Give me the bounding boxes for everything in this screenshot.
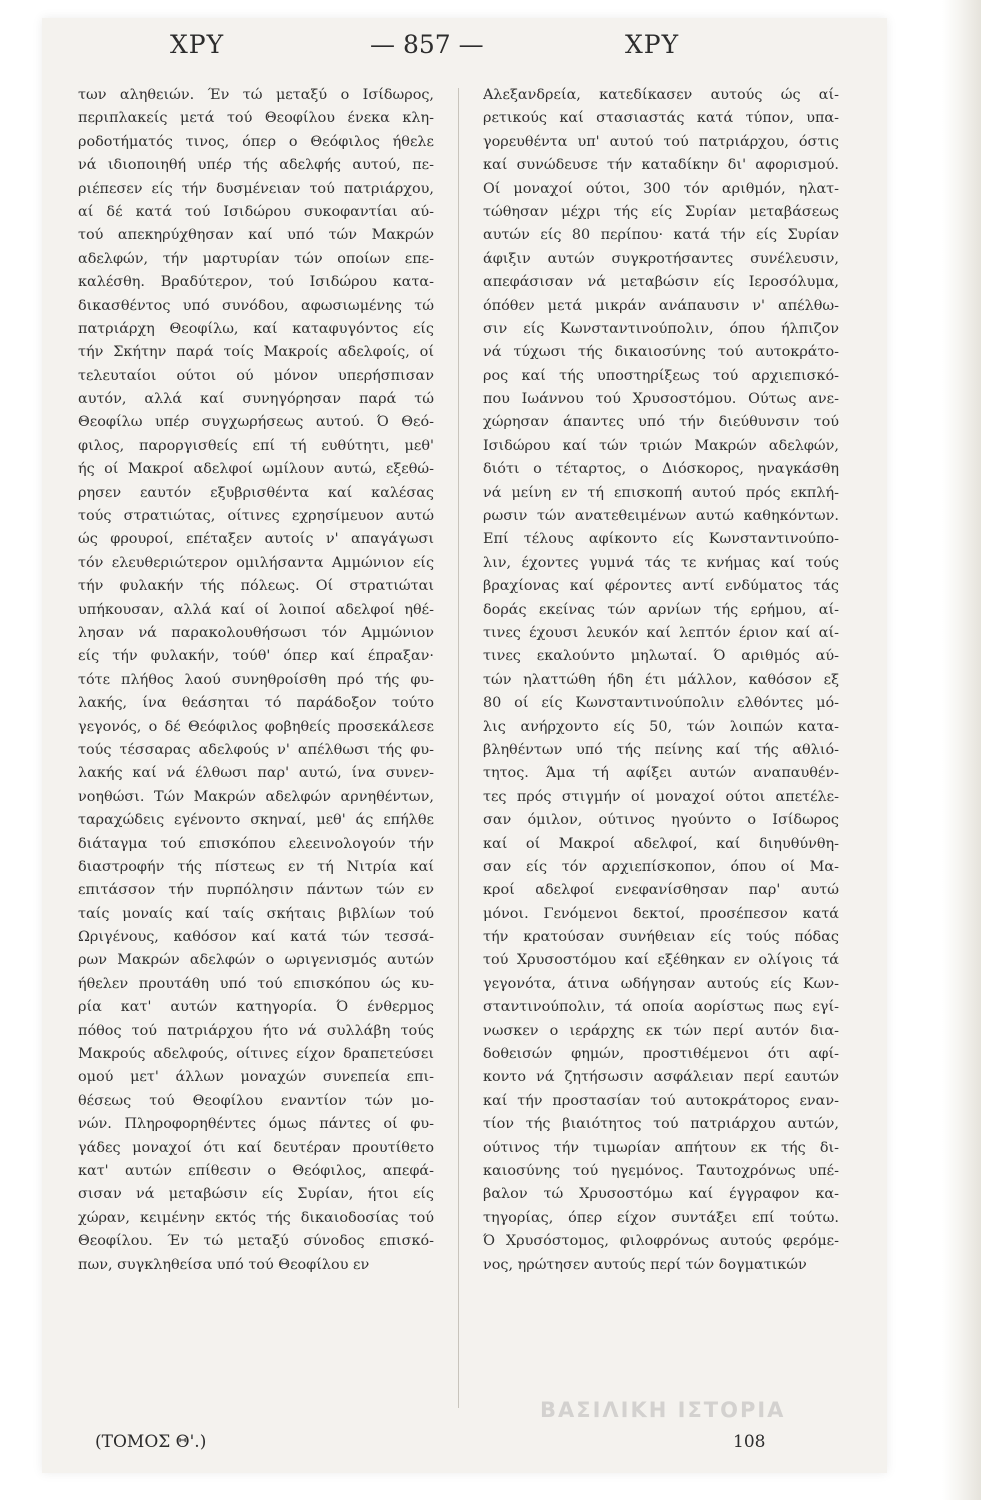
text-line: Θεοφίλω υπέρ συγχωρήσεως αυτού. Ό Θεό- [78,414,434,431]
text-line: τες πρός στιγμήν οί μοναχοί ούτοι απετέλε- [483,788,839,805]
text-line: θέσεως τού Θεοφίλου εναντίον τών μο- [78,1092,434,1109]
text-line: των αληθειών. Έν τώ μεταξύ ο Ισίδωρος, [78,87,434,103]
signature-number: 108 [733,1432,766,1452]
text-line: τινες εκαλούντο μηλωταί. Ό αριθμός αύ- [483,648,839,665]
text-line: καί οί Μακροί αδελφοί, καί διηυθύνθη- [483,835,839,852]
text-line: καιοσύνης τού ηγεμόνος. Ταυτοχρόνως υπέ- [483,1162,839,1179]
text-line: κοντο νά ζητήσωσιν ασφάλειαν περί εαυτών [483,1069,839,1086]
text-line: όπόθεν μετά μικράν ανάπαυσιν ν' απέλθω- [483,297,839,314]
text-line: ώς φρουροί, επέταξεν αυτοίς ν' απαγάγωσι [78,531,434,548]
text-line: δοθεισών φημών, προστιθέμενοι ότι αφί- [483,1046,839,1063]
text-line: μόνοι. Γενόμενοι δεκτοί, προσέπεσον κατά [483,905,839,922]
text-line: τήν κρατούσαν συνήθειαν είς τούς πόδας [483,929,839,946]
text-line: απεφάσισαν νά μεταβώσιν είς Ιεροσόλυμα, [483,274,839,291]
text-line: Αλεξανδρεία, κατεδίκασεν αυτούς ώς αί- [483,87,839,103]
text-line: Επί τέλους αφίκοντο είς Κωνσταντινούπο- [483,531,839,548]
text-line: καλέσθη. Βραδύτερον, τού Ισιδώρου κατα- [78,274,434,291]
text-line: ούτινος τήν τιμωρίαν απήτουν εκ τής δι- [483,1139,839,1156]
text-line: δοράς εκείνας τών αρνίων τής ερήμου, αί- [483,601,839,618]
text-line: χώρησαν άπαντες υπό τήν διεύθυνσιν τού [483,414,839,431]
text-line: κροί αδελφοί ενεφανίσθησαν παρ' αυτώ [483,882,839,899]
text-line: πόθος τού πατριάρχου ήτο νά συλλάβη τούς [78,1022,434,1039]
text-line: νά ιδιοποιηθή υπέρ τής αδελφής αυτού, πε- [78,157,434,174]
text-line: σιν είς Κωνσταντινούπολιν, όπου ήλπιζον [483,320,839,337]
text-line: σαν είς τόν αρχιεπίσκοπον, όπου οί Μα- [483,858,839,875]
text-line: είς τήν φυλακήν, τούθ' όπερ καί έπραξαν· [78,648,434,665]
text-line: πατριάρχη Θεοφίλω, καί καταφυγόντος είς [78,320,434,337]
text-line: γεγονός, ο δέ Θεόφιλος φοβηθείς προσεκάλεσε [78,718,434,735]
text-line: κατ' αυτών επίθεσιν ο Θεόφιλος, απεφά- [78,1162,434,1179]
text-line: Ισιδώρου καί τών τριών Μακρών αδελφών, [483,437,839,454]
text-line: αυτών είς 80 περίπου· κατά τήν είς Συρίαν [483,227,839,244]
text-line: νος, ηρώτησεν αυτούς περί τών δογματικών [483,1256,807,1273]
text-line: ρησεν εαυτόν εξυβρισθέντα καί καλέσας [78,484,434,501]
text-line: τού Χρυσοστόμου καί εξέθηκαν εν ολίγοις τά [483,952,839,969]
text-line: επιτάσσον τήν πυρπόλησιν πάντων τών εν [78,882,434,899]
text-line: ρωσιν τών ανατεθειμένων αυτώ καθηκόντων. [483,508,839,525]
text-line: σταντινούπολιν, τά οποία αορίστως πως εγί- [483,999,839,1016]
text-line: Ωριγένους, καθόσον καί κατά τών τεσσά- [78,929,434,946]
text-line: ρων Μακρών αδελφών ο ωριγενισμός αυτών [78,952,434,969]
text-line: ριέπεσεν είς τήν δυσμένειαν τού πατριάρχου, [78,180,434,197]
text-line: διαστροφήν τής πίστεως εν τή Νιτρία καί [78,858,434,875]
text-line: πων, συγκληθείσα υπό τού Θεοφίλου εν [78,1256,370,1273]
running-head-left: ΧΡΥ [170,30,225,59]
text-line: βαλον τώ Χρυσοστόμω καί έγγραφον κα- [483,1186,839,1203]
text-line: τού απεκηρύχθησαν καί υπό τών Μακρών [78,227,434,244]
text-line: διάταγμα τού επισκόπου ελεεινολογούν τήν [78,835,434,852]
watermark: ΒΑΣΙΛΙΚΗ ΙΣΤΟΡΙΑ [540,1398,786,1422]
text-line: τόν ελευθεριώτερον ομιλήσαντα Αμμώνιον είς [78,554,434,571]
text-line: λακής καί νά έλθωσι παρ' αυτώ, ίνα συνεν- [78,765,434,782]
text-line: τηγορίας, όπερ είχον συντάξει επί τούτω. [483,1209,839,1226]
text-line: σισαν νά μεταβώσιν είς Συρίαν, ήτοι είς [78,1186,434,1203]
text-line: τώθησαν μέχρι τής είς Συρίαν μεταβάσεως [483,203,839,220]
text-line: λις ανήρχοντο είς 50, τών λοιπών κατα- [483,718,839,735]
page-edge-shadow [942,0,981,1500]
text-line: τήν Σκήτην παρά τοίς Μακροίς αδελφοίς, οί [78,344,434,361]
text-line: Ό Χρυσόστομος, φιλοφρόνως αυτούς φερόμε- [483,1233,839,1250]
text-line: γάδες μοναχοί ότι καί δευτέραν προυτίθετο [78,1139,434,1156]
text-line: διότι ο τέταρτος, ο Διόσκορος, ηναγκάσθη [483,461,839,478]
running-head-right: ΧΡΥ [625,30,680,59]
text-line: ής οί Μακροί αδελφοί ωμίλουν αυτώ, εξεθώ- [78,461,434,478]
text-line: νά τύχωσι τής δικαιοσύνης τού αυτοκράτο- [483,344,839,361]
text-line: γορευθέντα υπ' αυτού τού πατριάρχου, όστις [483,133,839,150]
text-line: ταίς μοναίς καί ταίς σκήταις βιβλίων τού [78,905,434,922]
text-line: σαν όμιλον, ούτινος ηγούντο ο Ισίδωρος [483,812,839,829]
text-line: ταραχώδεις εγένοντο σκηναί, μεθ' άς επήλθε [78,812,434,829]
text-line: λιν, έχοντες γυμνά τάς τε κνήμας καί τούς [483,554,839,571]
column-divider [458,88,459,1408]
text-line: τητος. Άμα τή αφίξει αυτών αναπαυθέν- [483,765,839,782]
text-line: Θεοφίλου. Έν τώ μεταξύ σύνοδος επισκό- [78,1233,434,1250]
text-line: τινες έχουσι λευκόν καί λεπτόν έριον καί αί- [483,624,839,641]
text-line: νών. Πληροφορηθέντες όμως πάντες οί φυ- [78,1116,434,1133]
text-line: τότε πλήθος λαού συνηθροίσθη πρό τής φυ- [78,671,434,688]
text-line: αί δέ κατά τού Ισιδώρου συκοφαντίαι αύ- [78,203,434,220]
running-head [170,30,970,70]
right-text-column [483,84,839,1419]
text-line: υπήκουσαν, αλλά καί οί λοιποί αδελφοί ηθέ- [78,601,434,618]
text-line: τελευταίοι ούτοι ού μόνον υπερήσπισαν [78,367,434,384]
text-line: Μακρούς αδελφούς, οίτινες είχον δραπετεύσει [78,1046,434,1063]
text-line: φιλος, παροργισθείς επί τή ευθύτητι, μεθ' [78,437,434,454]
text-line: λακής, ίνα θεάσηται τό παράδοξον τούτο [78,695,434,712]
text-line: καί συνώδευσε τήν καταδίκην δι' αφορισμού. [483,157,839,174]
text-line: τών ηλαττώθη ήδη έτι μάλλον, καθόσον εξ [483,671,839,688]
left-text-column [78,84,434,1419]
volume-label: (ΤΟΜΟΣ Θ'.) [95,1432,207,1452]
text-line: ρος καί τής υποστηρίξεως τού αρχιεπισκό- [483,367,839,384]
text-line: καί τήν προστασίαν τού αυτοκράτορος εναν- [483,1092,839,1109]
text-line: τίον τής βιαιότητος τού πατριάρχου αυτών, [483,1116,839,1133]
text-line: ομού μετ' άλλων μοναχών συνεπεία επι- [78,1069,434,1086]
page-number-header: — 857 — [370,30,484,59]
text-line: Οί μοναχοί ούτοι, 300 τόν αριθμόν, ηλατ- [483,180,839,197]
text-line: τούς στρατιώτας, οίτινες εχρησίμευον αυτώ [78,508,434,525]
text-line: που Ιωάννου τού Χρυσοστόμου. Ούτως ανε- [483,391,839,408]
text-line: ρετικούς καί στασιαστάς κατά τύπον, υπα- [483,110,839,127]
text-line: γεγονότα, άτινα ωδήγησαν αυτούς είς Κων- [483,975,839,992]
text-line: νοηθώσι. Τών Μακρών αδελφών αρνηθέντων, [78,788,434,805]
text-line: περιπλακείς μετά τού Θεοφίλου ένεκα κλη- [78,110,434,127]
text-line: λησαν νά παρακολουθήσωσι τόν Αμμώνιον [78,624,434,641]
text-line: άφιξιν αυτών συγκροτήσαντες συνέλευσιν, [483,250,839,267]
text-line: χώραν, κειμένην εκτός τής δικαιοδοσίας τού [78,1209,434,1226]
text-line: βραχίονας καί φέροντες αντί ενδύματος τάς [483,578,839,595]
text-line: ροδοτήματός τινος, όπερ ο Θεόφιλος ήθελε [78,133,434,150]
text-line: τούς τέσσαρας αδελφούς ν' απέλθωσι τής φυ- [78,741,434,758]
text-line: ήθελεν προυτάθη υπό τού επισκόπου ώς κυ- [78,975,434,992]
text-line: αυτόν, αλλά καί συνηγόρησαν παρά τώ [78,391,434,408]
text-line: αδελφών, τήν μαρτυρίαν τών οποίων επε- [78,250,434,267]
text-line: νά μείνη εν τή επισκοπή αυτού πρός εκπλή- [483,484,839,501]
text-line: νωσκεν ο ιεράρχης εκ τών περί αυτόν δια- [483,1022,839,1039]
text-line: δικασθέντος υπό συνόδου, αφωσιωμένης τώ [78,297,434,314]
text-line: ρία κατ' αυτών κατηγορία. Ό ένθερμος [78,999,434,1016]
text-line: βληθέντων υπό τής πείνης καί τής αθλιό- [483,741,839,758]
text-line: 80 οί είς Κωνσταντινούπολιν ελθόντες μό- [483,695,839,712]
text-line: τήν φυλακήν τής πόλεως. Οί στρατιώται [78,578,434,595]
